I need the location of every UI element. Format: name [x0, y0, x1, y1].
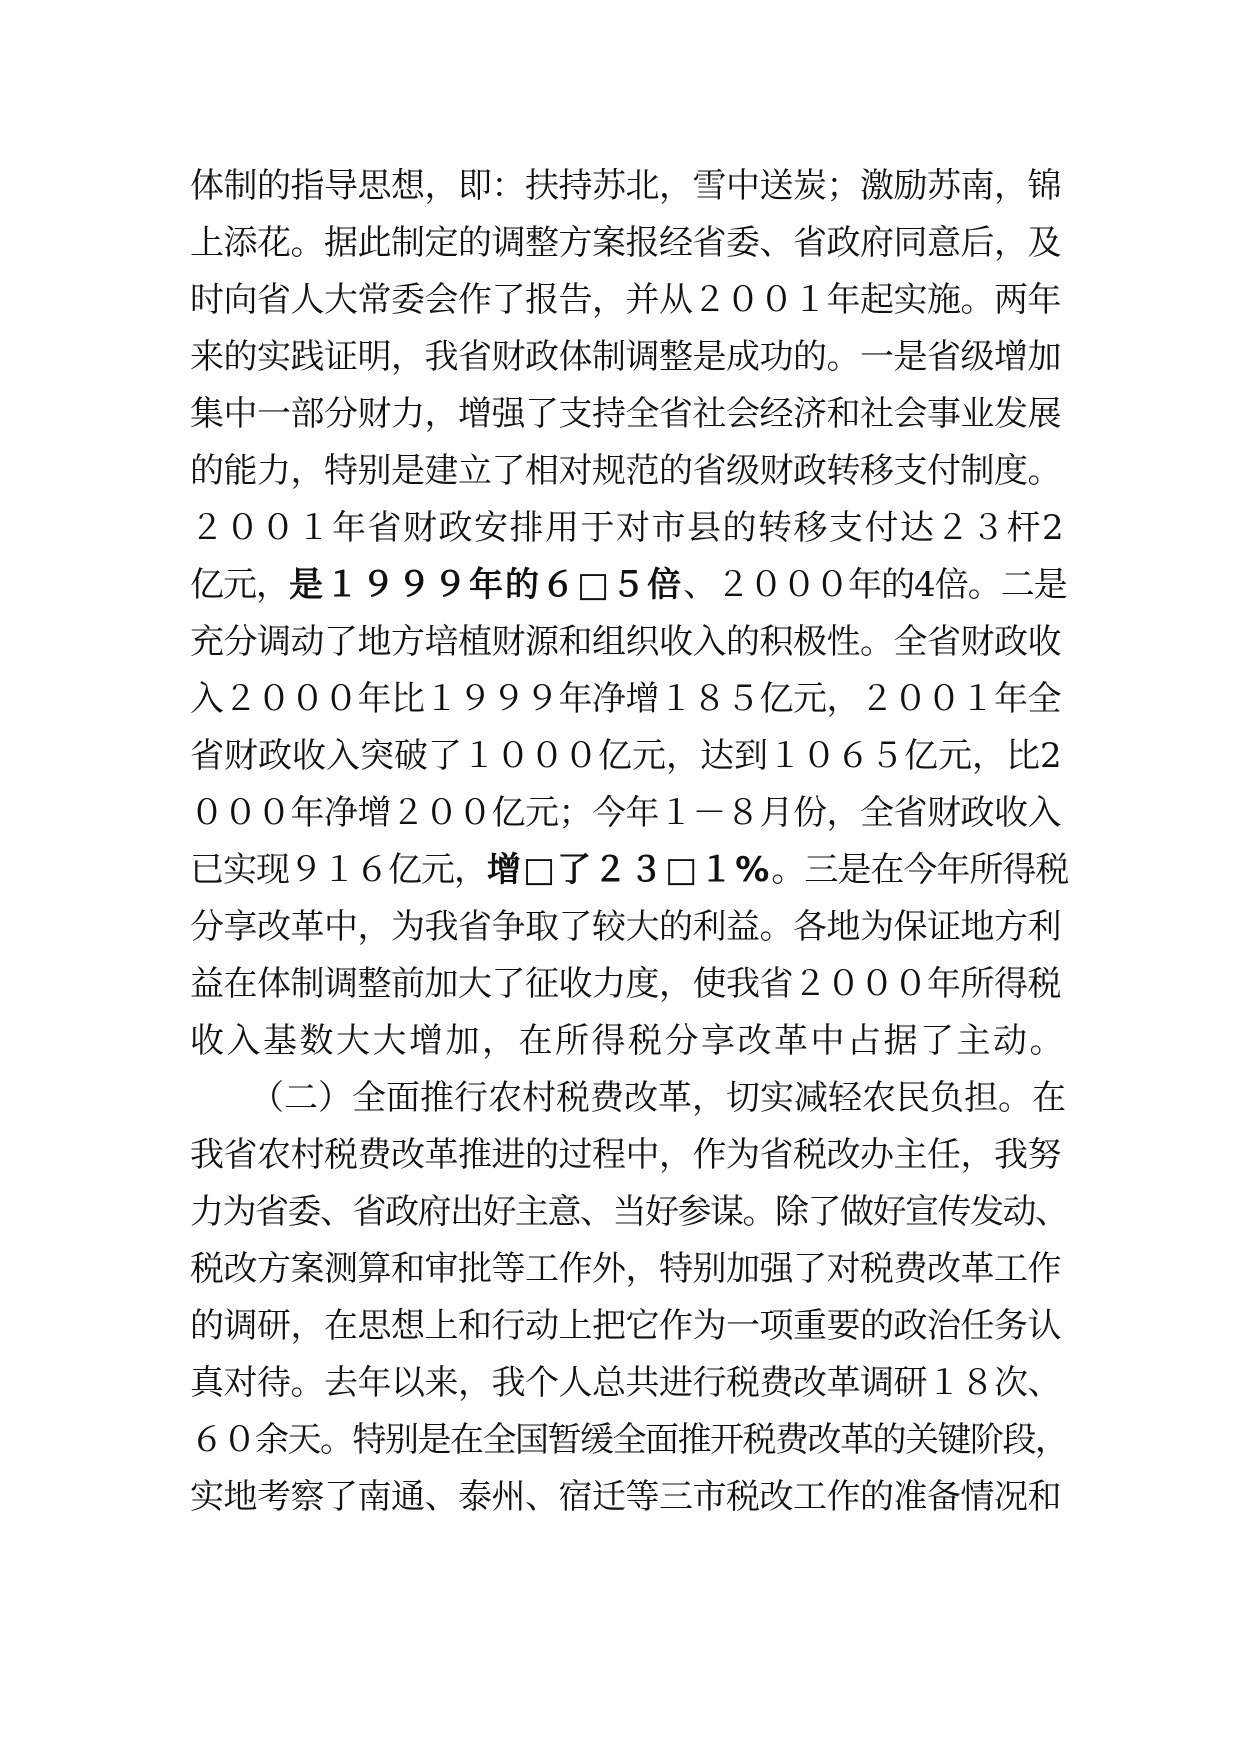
paragraph-heading-line	[190, 1070, 1070, 1127]
text-line	[190, 1241, 1070, 1298]
text-line	[190, 956, 1070, 1013]
text-run: 省财政收入突破了１０００亿元，达到１０６５亿元，比2	[190, 736, 1062, 776]
text-line	[190, 1013, 1070, 1070]
text-run: ６０余天。特别是在全国暂缓全面推开税费改革的关键阶段，	[190, 1420, 1068, 1460]
text-line	[190, 500, 1070, 557]
text-line	[190, 443, 1070, 500]
text-line	[190, 899, 1070, 956]
text-run: 时向省人大常委会作了报告，并从２００１年起实施。两年	[190, 280, 1061, 320]
text-run: 充分调动了地方培植财源和组织收入的积极性。全省财政收	[190, 622, 1061, 662]
text-line	[190, 1298, 1070, 1355]
text-run: 已实现９１６亿元，	[190, 850, 487, 890]
text-line	[190, 386, 1070, 443]
text-line	[190, 842, 1070, 899]
text-run: 入２０００年比１９９９年净增１８５亿元，２００１年全	[190, 679, 1061, 719]
text-run: 收入基数大大增加，在所得税分享改革中占据了主动。	[190, 1021, 1066, 1061]
text-run: 真对待。去年以来，我个人总共进行税费改革调研１８次、	[190, 1363, 1061, 1403]
text-line	[190, 785, 1070, 842]
text-run: 体制的指导思想，即：扶持苏北，雪中送炭；激励苏南，锦	[190, 166, 1061, 206]
text-line	[190, 215, 1070, 272]
text-run: 力为省委、省政府出好主意、当好参谋。除了做好宣传发动、	[190, 1192, 1068, 1232]
text-run: （二）全面推行农村税费改革，切实减轻农民负担。在	[250, 1078, 1066, 1118]
text-run: 、２０００年的4倍。二是	[683, 565, 1067, 605]
text-run: 益在体制调整前加大了征收力度，使我省２０００年所得税	[190, 964, 1061, 1004]
text-run: 亿元，	[190, 565, 289, 605]
text-line	[190, 272, 1070, 329]
text-line	[190, 1469, 1070, 1526]
text-run: 。三是在今年所得税	[771, 850, 1069, 890]
text-line	[190, 158, 1070, 215]
text-run: 集中一部分财力，增强了支持全省社会经济和社会事业发展	[190, 394, 1061, 434]
text-line	[190, 557, 1070, 614]
text-line	[190, 329, 1070, 386]
text-run: 来的实践证明，我省财政体制调整是成功的。一是省级增加	[190, 337, 1061, 377]
emphasized-text: 是１９９９年的６□５倍	[289, 565, 684, 605]
text-run: 上添花。据此制定的调整方案报经省委、省政府同意后，及	[190, 223, 1061, 263]
text-run: 我省农村税费改革推进的过程中，作为省税改办主任，我努	[190, 1135, 1061, 1175]
text-line	[190, 1412, 1070, 1469]
text-run: 税改方案测算和审批等工作外，特别加强了对税费改革工作	[190, 1249, 1061, 1289]
text-line	[190, 1355, 1070, 1412]
text-run: ０００年净增２００亿元；今年１－８月份，全省财政收入	[190, 793, 1061, 833]
text-line	[190, 728, 1070, 785]
text-run: ２００１年省财政安排用于对市县的转移支付达２３杆2	[190, 508, 1066, 548]
text-run: 的调研，在思想上和行动上把它作为一项重要的政治任务认	[190, 1306, 1061, 1346]
text-run: 分享改革中，为我省争取了较大的利益。各地为保证地方利	[190, 907, 1061, 947]
text-line	[190, 1127, 1070, 1184]
text-line	[190, 671, 1070, 728]
text-line	[190, 614, 1070, 671]
text-run: 的能力，特别是建立了相对规范的省级财政转移支付制度。	[190, 451, 1061, 491]
body-text	[190, 158, 1070, 1526]
text-run: 实地考察了南通、泰州、宿迁等三市税改工作的准备情况和	[190, 1477, 1061, 1517]
emphasized-text: 增□了２３□１%	[487, 850, 772, 890]
text-line	[190, 1184, 1070, 1241]
